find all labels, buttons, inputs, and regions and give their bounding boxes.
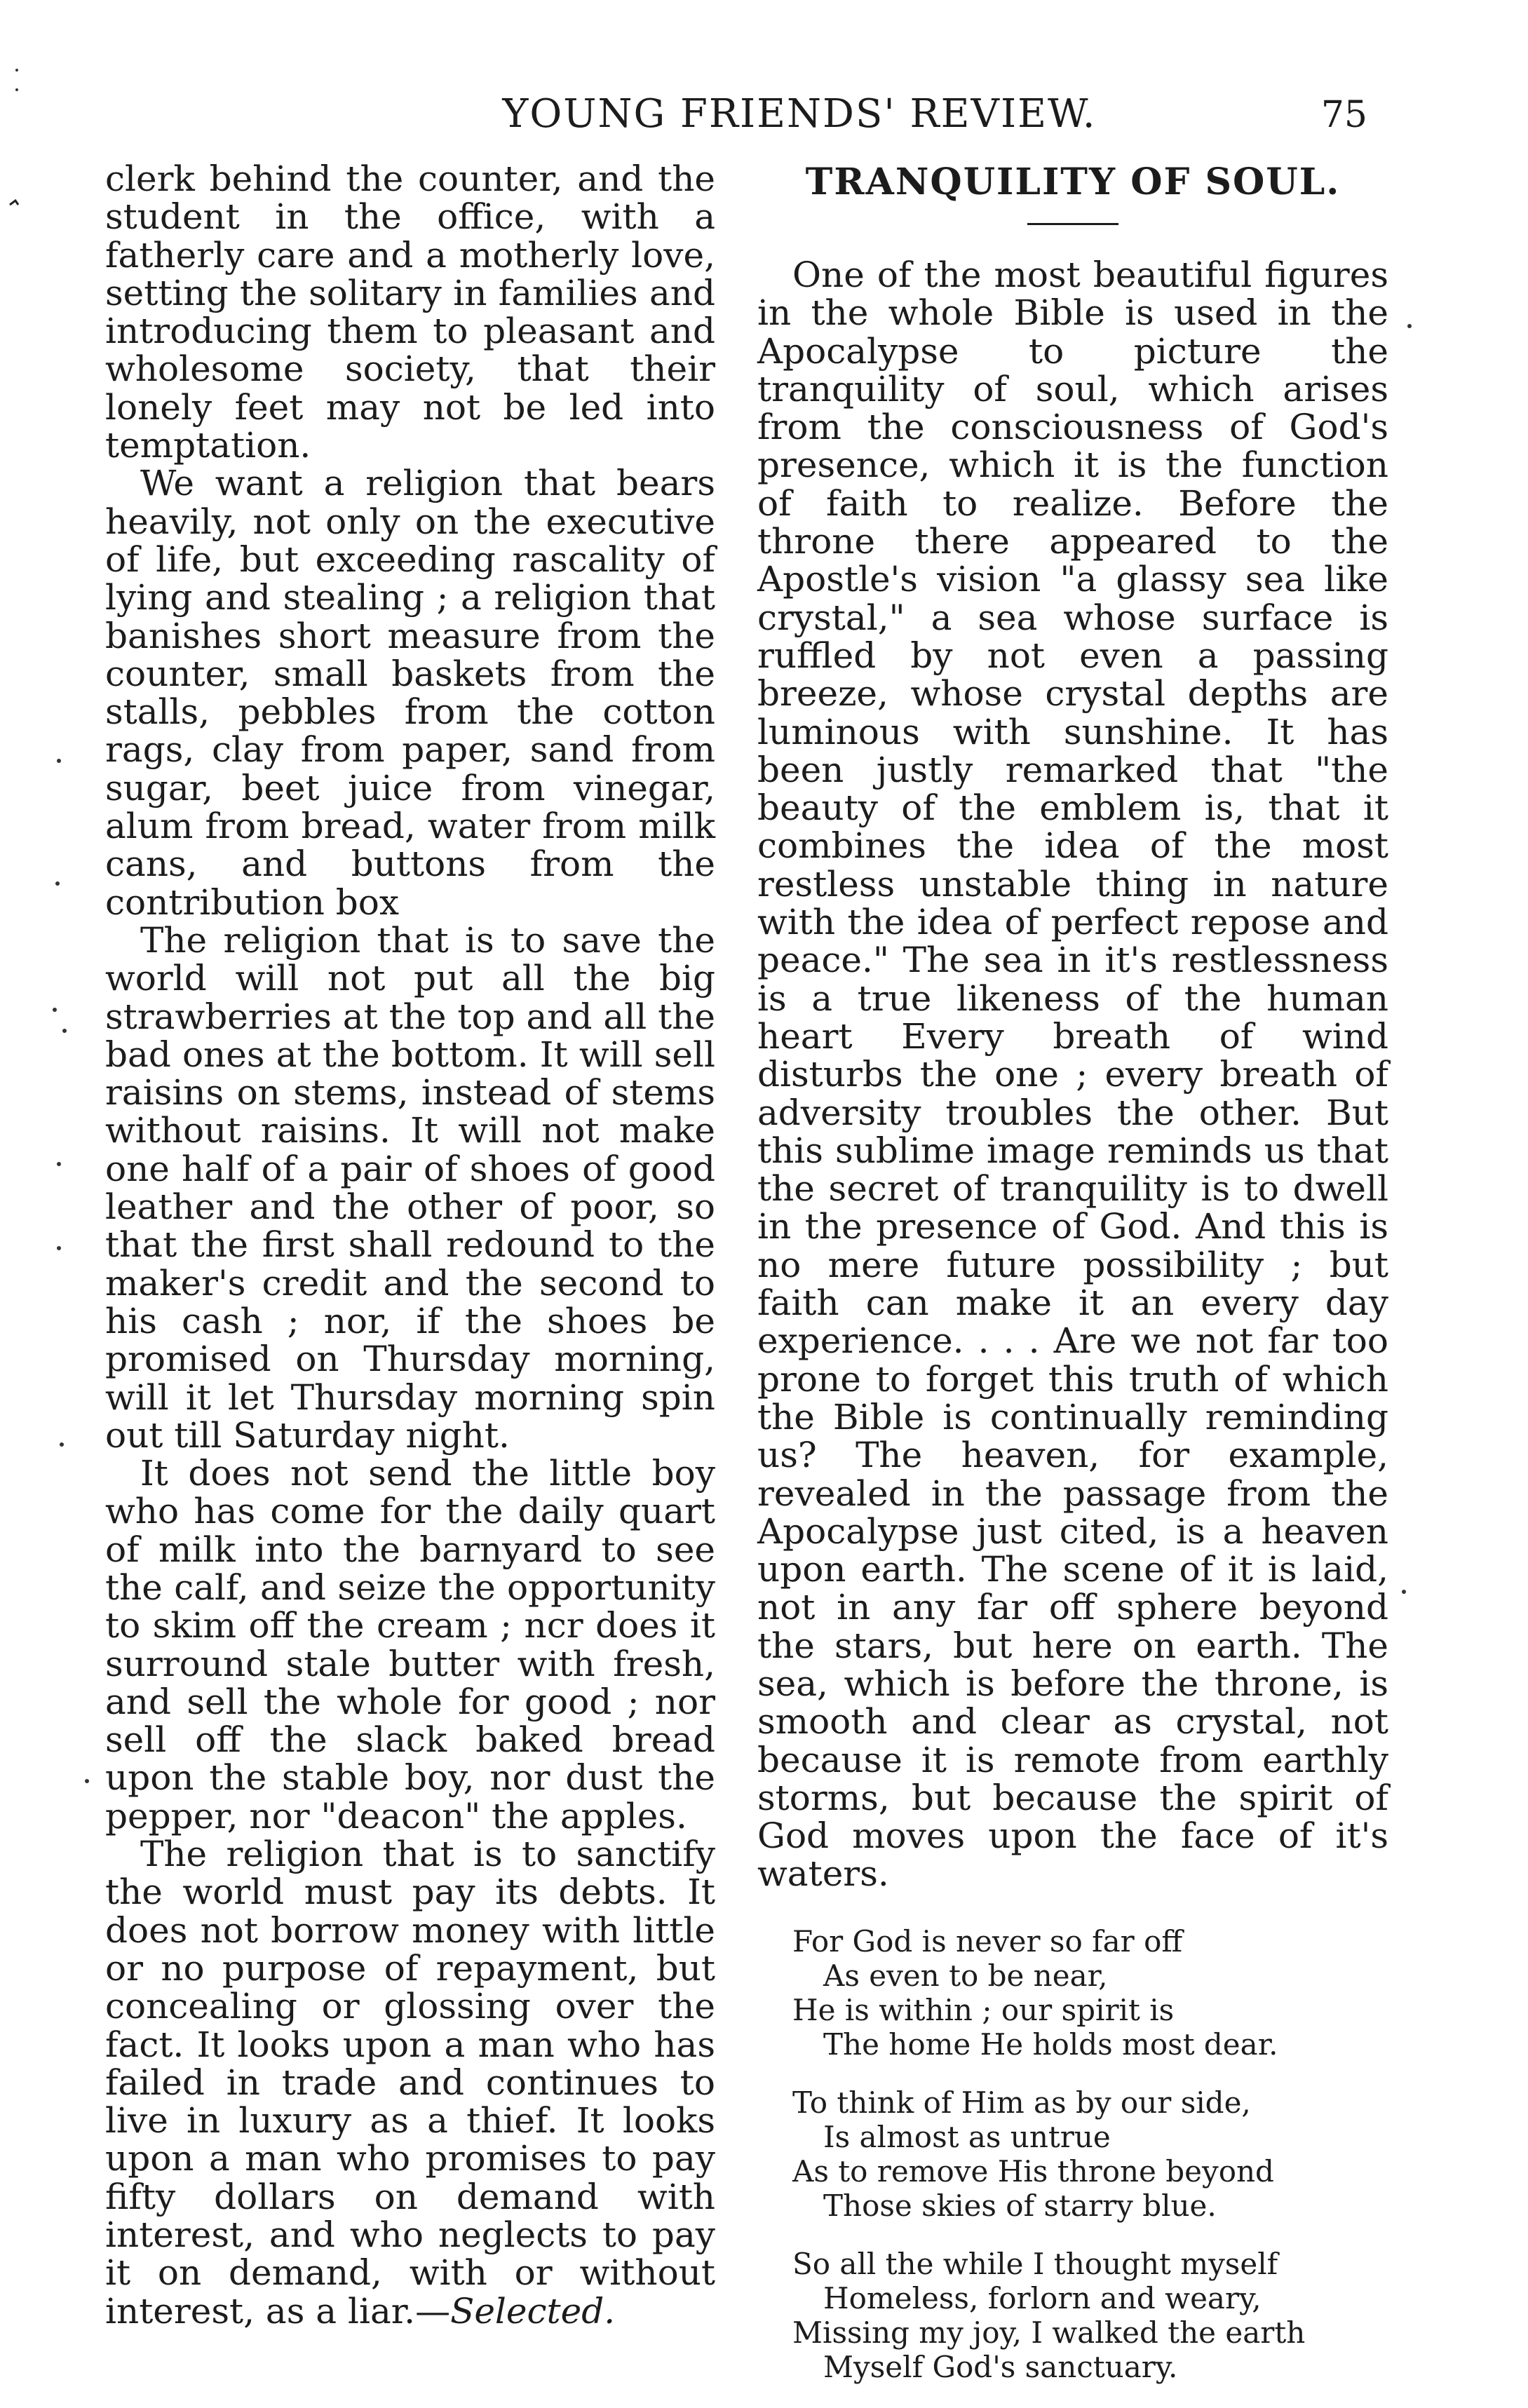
poem-line: To think of Him as by our side,	[792, 2085, 1251, 2120]
article-paragraph: One of the most beautiful figures in the whole Bible is used in the Apocalypse to picture the tranquility of soul, which arises from the consciousness of God's presence, which it is the function of faith to realize. Before the throne there appeared to the Apostle's vision "a glassy sea like crystal," a sea whose surface is ruffled by not even a passing breeze, whose crystal depths are luminous with sunshine. It has been justly remarked that "the beauty of the emblem is, that it combines the idea of the most restless unstable thing in nature with the idea of perfect repose and peace." The sea in it's restlessness is a true likeness of the human heart Every breath of wind disturbs the one ; every breath of adversity troubles the other. But this sublime image reminds us that the secret of tranquility is to dwell in the presence of God. And this is no mere future possibility ; but faith can make it an every day experience. . . . Are we not far too prone to forget this truth of which the Bible is continually reminding us? The heaven, for example, revealed in the passage from the Apocalypse just cited, is a heaven upon earth. The scene of it is laid, not in any far off sphere beyond the stars, but here on earth. The sea, which is before the throne, is smooth and clear as crystal, not because it is remote from earthly storms, but because the spirit of God moves upon the face of it's waters.	[757, 255, 1388, 1895]
paragraph: clerk behind the counter, and the student in the office, with a fatherly care and a motherly love, setting the solitary in families and introducing them to pleasant and wholesome society, that their lonely feet may not be led into temptation.	[105, 158, 715, 466]
poem-line: As to remove His throne beyond	[792, 2153, 1274, 2189]
page-number: 75	[1320, 94, 1367, 136]
poem-line: The home He holds most dear.	[823, 2027, 1278, 2062]
poem-line: He is within ; our spirit is	[792, 1992, 1175, 2027]
source-dash: —	[415, 2290, 451, 2332]
poem-stanza	[792, 2247, 1388, 2384]
title-divider	[1027, 223, 1118, 225]
article-title: TRANQUILITY OF SOUL.	[805, 161, 1341, 203]
poem-stanza	[792, 1924, 1388, 2062]
paragraph: We want a religion that bears heavily, not only on the executive of life, but exceeding rascality of lying and stealing ; a religion that banishes short measure from the counter, small baskets from the stalls, pebbles from the cotton rags, clay from paper, sand from sugar, beet juice from vinegar, alum from bread, water from milk cans, and buttons from the contribution box	[105, 463, 715, 923]
paragraph: It does not send the little boy who has come for the daily quart of milk into the barnyard to see the calf, and seize the opportunity to skim off the cream ; ncr does it surround stale butter with fresh, and sell the whole for good ; nor sell off the slack baked bread upon the stable boy, nor dust the pepper, nor "deacon" the apples.	[105, 1453, 715, 1837]
left-column	[105, 160, 715, 2330]
journal-title: YOUNG FRIENDS' REVIEW.	[502, 91, 1097, 137]
poem-line: Is almost as untrue	[823, 2119, 1111, 2154]
poem-line: As even to be near,	[823, 1958, 1108, 1993]
paragraph: The religion that is to save the world will not put all the big strawberries at the top and all the bad ones at the bottom. It will sell raisins on stems, instead of stems without raisins. It will not make one half of a pair of shoes of good leather and the other of poor, so that the first shall redound to the maker's credit and the second to his cash ; nor, if the shoes be promised on Thursday morning, will it let Thursday morning spin out till Saturday night.	[105, 919, 715, 1456]
source-attribution: Selected.	[450, 2290, 616, 2332]
right-column	[757, 160, 1388, 2408]
paragraph-with-source	[105, 1835, 715, 2330]
poem-line: Myself God's sanctuary.	[823, 2349, 1178, 2384]
poem-stanza	[792, 2085, 1388, 2223]
poem	[757, 1924, 1388, 2384]
poem-line: So all the while I thought myself	[792, 2246, 1278, 2281]
paragraph: The religion that is to sanctify the world must pay its debts. It does not borrow money with little or no purpose of repayment, but concealing or glossing over the fact. It looks upon a man who has failed in trade and continues to live in luxury as a thief. It looks upon a man who promises to pay fifty dollars on demand with interest, and who neglects to pay it on demand, with or without interest, as a liar.	[105, 1834, 715, 2332]
poem-line: Missing my joy, I walked the earth	[792, 2315, 1306, 2350]
poem-line: Homeless, forlorn and weary,	[823, 2280, 1262, 2315]
poem-line: Those skies of starry blue.	[823, 2188, 1217, 2223]
poem-line: For God is never so far off	[792, 1923, 1183, 1959]
page-header	[98, 91, 1431, 147]
